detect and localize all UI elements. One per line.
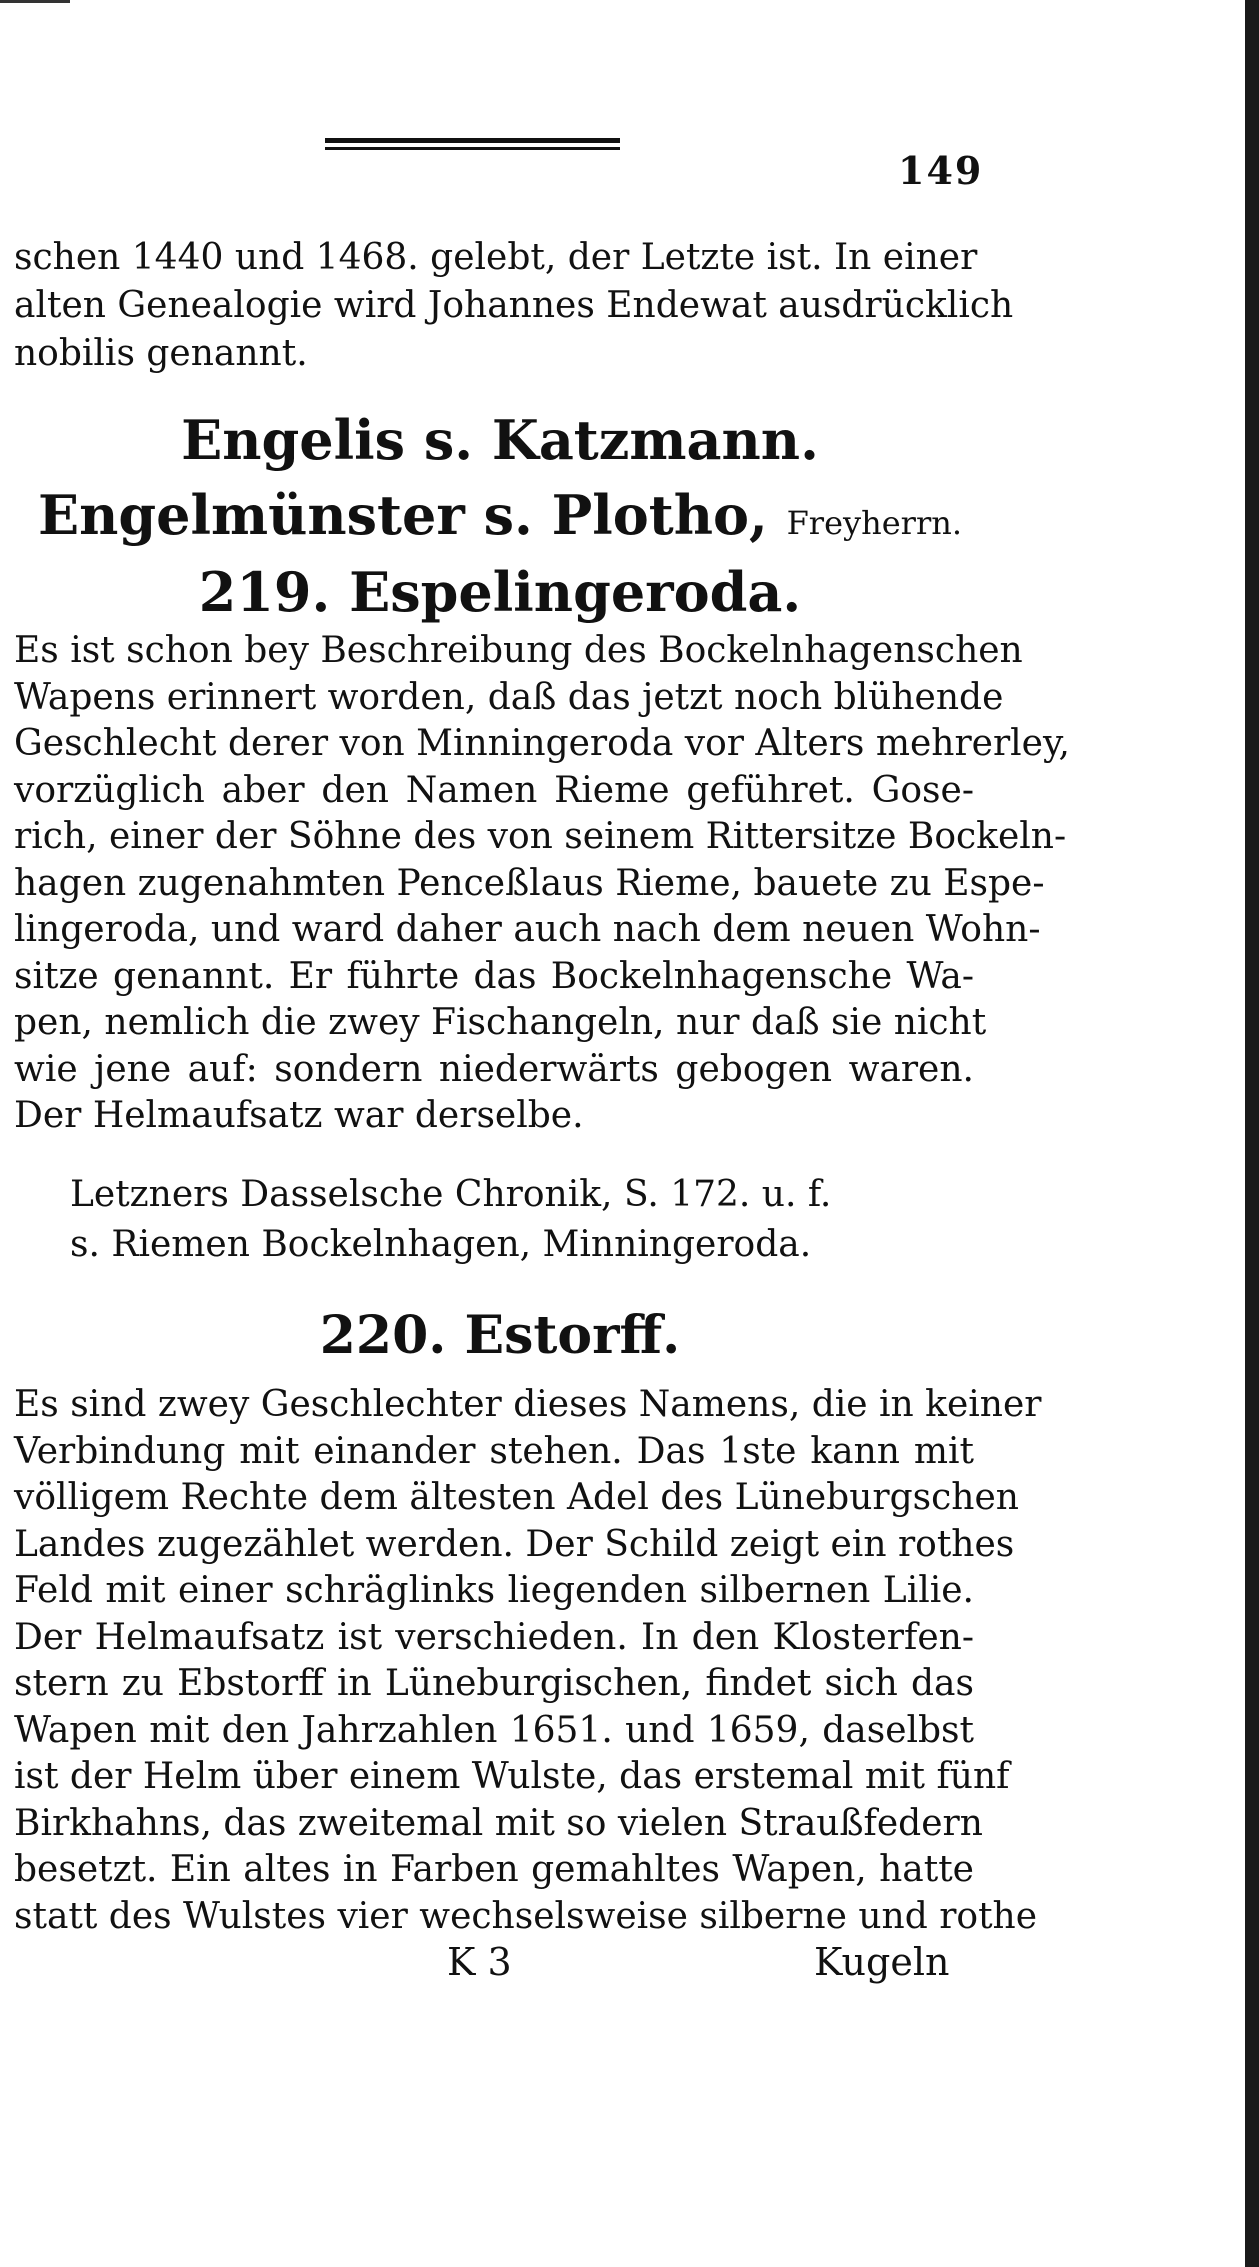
ornament-bar-thin bbox=[325, 147, 620, 150]
text-line: schen 1440 und 1468. gelebt, der Letzte ist. In einer bbox=[14, 237, 978, 278]
text-line: lingeroda, und ward daher auch nach dem neuen Wohn- bbox=[14, 909, 1041, 950]
text-line: Verbindung mit einander stehen. Das 1ste kann mit bbox=[14, 1430, 974, 1472]
reference-line: Letzners Dasselsche Chronik, S. 172. u. f. bbox=[70, 1174, 832, 1215]
text-line: stern zu Ebstorff in Lüneburgischen, findet sich das bbox=[14, 1663, 974, 1704]
catchword: Kugeln bbox=[814, 1940, 950, 1984]
text-line: rich, einer der Söhne des von seinem Rittersitze Bockeln- bbox=[14, 816, 1067, 857]
heading-engelis: Engelis s. Katzmann. bbox=[181, 408, 819, 472]
text-line: Es ist schon bey Beschreibung des Bockelnhagenschen bbox=[14, 630, 1023, 671]
text-line: Geschlecht derer von Minningeroda vor Alters mehrerley, bbox=[14, 723, 1070, 764]
text-line: völligem Rechte dem ältesten Adel des Lüneburgschen bbox=[14, 1477, 1019, 1518]
reference-line: s. Riemen Bockelnhagen, Minningeroda. bbox=[70, 1224, 812, 1265]
heading-entry-220: 220. Estorff. bbox=[319, 1305, 681, 1366]
heading-engelmuenster-main: Engelmünster s. Plotho, bbox=[37, 483, 768, 547]
text-line: alten Genealogie wird Johannes Endewat ausdrücklich bbox=[14, 285, 1014, 326]
text-line: Es sind zwey Geschlechter dieses Namens, die in keiner bbox=[14, 1384, 1042, 1425]
signature-mark: K 3 bbox=[447, 1940, 512, 1984]
text-line: ist der Helm über einem Wulste, das erstemal mit fünf bbox=[14, 1756, 1010, 1797]
text-line: hagen zugenahmten Penceßlaus Rieme, bauete zu Espe- bbox=[14, 862, 1045, 904]
entry-220-paragraph bbox=[14, 1382, 1042, 1940]
text-line: vorzüglich aber den Namen Rieme geführet. Gose- bbox=[14, 769, 974, 811]
top-edge-mark bbox=[0, 0, 70, 3]
text-line: besetzt. Ein altes in Farben gemahltes Wapen, hatte bbox=[14, 1849, 974, 1890]
page-edge-shadow bbox=[1245, 0, 1259, 2267]
intro-paragraph bbox=[14, 234, 1014, 378]
text-line: wie jene auf: sondern niederwärts gebogen waren. bbox=[14, 1048, 974, 1090]
header-ornament-rule bbox=[325, 138, 620, 152]
text-line: pen, nemlich die zwey Fischangeln, nur daß sie nicht bbox=[14, 1002, 987, 1043]
text-line: Birkhahns, das zweitemal mit so vielen Straußfedern bbox=[14, 1802, 983, 1844]
ornament-bar-thick bbox=[325, 138, 620, 143]
text-line: Der Helmaufsatz ist verschieden. In den Klosterfen- bbox=[14, 1616, 974, 1658]
text-line: sitze genannt. Er führte das Bockelnhagensche Wa- bbox=[14, 955, 974, 997]
page-number: 149 bbox=[898, 148, 984, 193]
heading-engelmuenster-title: Freyherrn. bbox=[786, 504, 963, 542]
heading-entry-219: 219. Espelingeroda. bbox=[198, 560, 802, 624]
text-line: Der Helmaufsatz war derselbe. bbox=[14, 1095, 584, 1136]
text-line: Feld mit einer schräglinks liegenden silbernen Lilie. bbox=[14, 1570, 974, 1611]
heading-engelmuenster bbox=[0, 483, 1000, 547]
text-line: Wapen mit den Jahrzahlen 1651. und 1659, daselbst bbox=[14, 1709, 974, 1751]
text-line: nobilis genannt. bbox=[14, 333, 308, 374]
entry-219-references bbox=[70, 1170, 831, 1270]
text-line: statt des Wulstes vier wechselsweise silberne und rothe bbox=[14, 1895, 1038, 1937]
text-line: Landes zugezählet werden. Der Schild zeigt ein rothes bbox=[14, 1523, 1015, 1565]
entry-219-paragraph bbox=[14, 628, 1070, 1140]
text-line: Wapens erinnert worden, daß das jetzt noch blühende bbox=[14, 676, 1004, 718]
